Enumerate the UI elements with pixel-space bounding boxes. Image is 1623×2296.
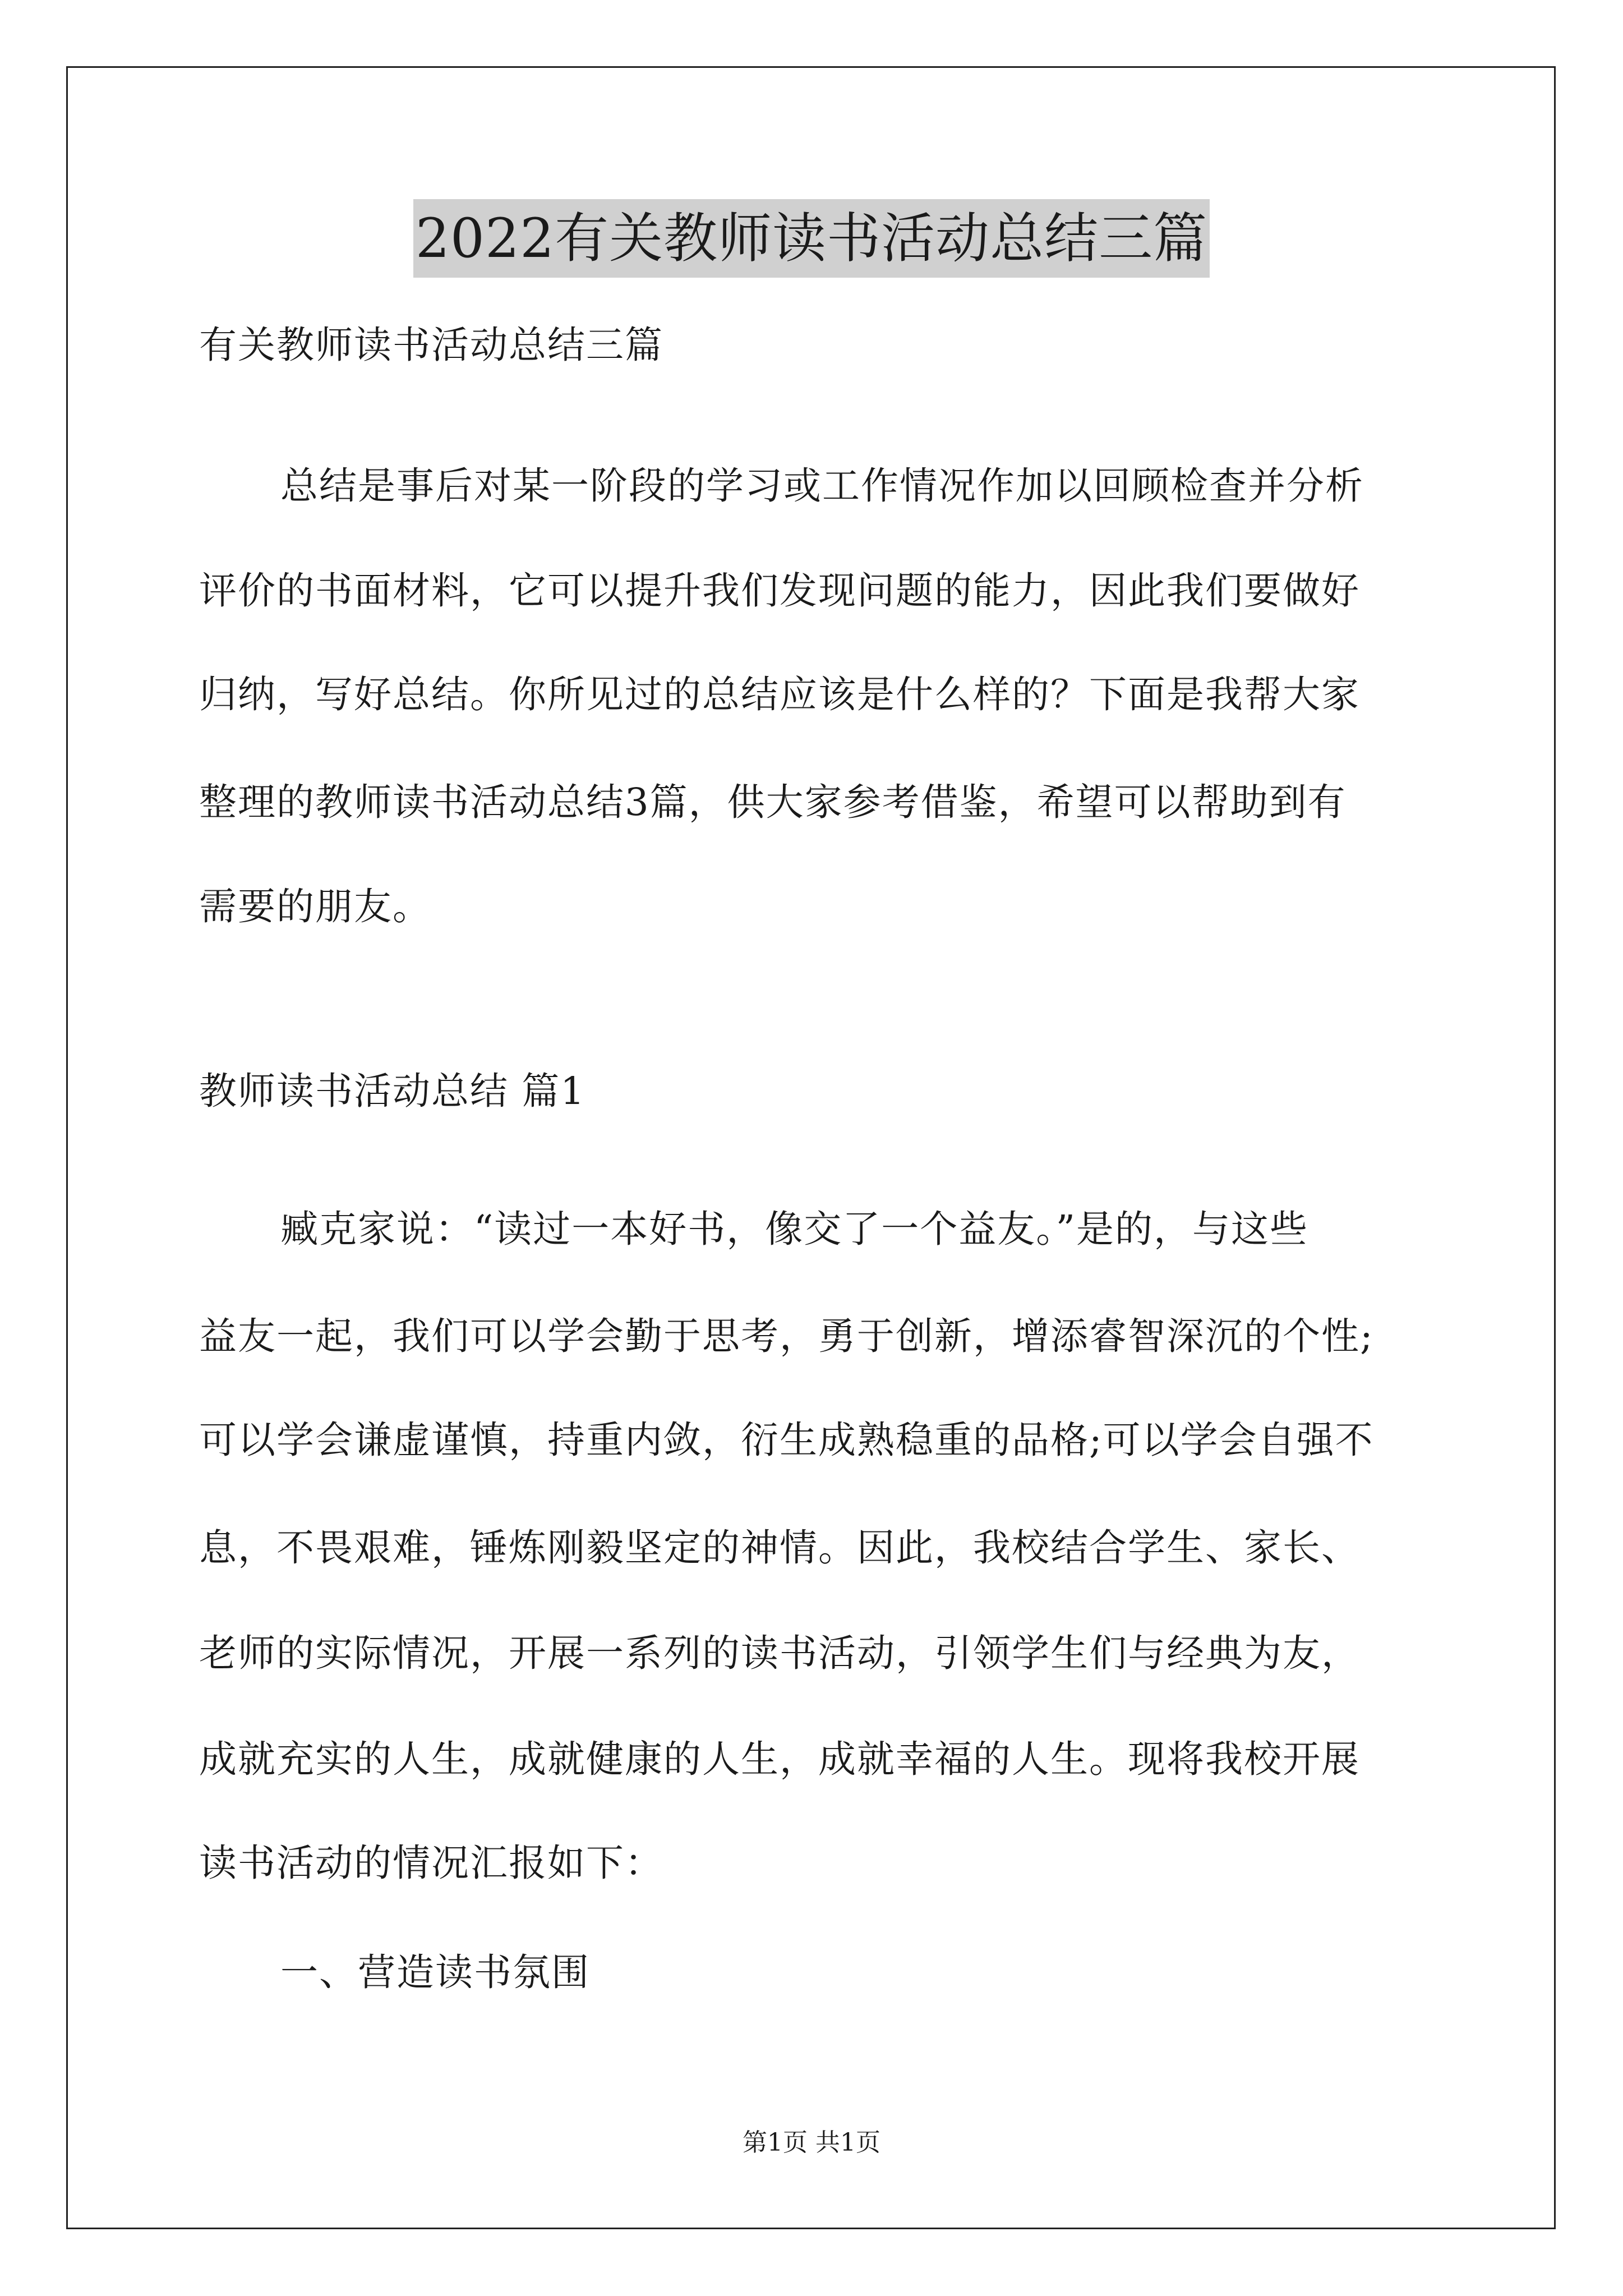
intro-line-4: 整理的教师读书活动总结3篇，供大家参考借鉴，希望可以帮助到有 — [199, 780, 1347, 824]
body-line-4: 息，不畏艰难，锤炼刚毅坚定的神情。因此，我校结合学生、家长、 — [199, 1526, 1360, 1570]
intro-line-3: 归纳，写好总结。你所见过的总结应该是什么样的？下面是我帮大家 — [199, 673, 1360, 716]
document-subtitle: 有关教师读书活动总结三篇 — [199, 323, 663, 367]
document-title: 2022有关教师读书活动总结三篇 — [413, 199, 1210, 278]
body-line-3: 可以学会谦虚谨慎，持重内敛，衍生成熟稳重的品格;可以学会自强不 — [199, 1418, 1374, 1462]
section-heading: 教师读书活动总结 篇1 — [199, 1069, 585, 1113]
body-line-2: 益友一起，我们可以学会勤于思考，勇于创新，增添睿智深沉的个性; — [199, 1314, 1374, 1358]
title-container — [0, 199, 1623, 278]
intro-line-1: 总结是事后对某一阶段的学习或工作情况作加以回顾检查并分析 — [280, 464, 1364, 508]
intro-line-5: 需要的朋友。 — [199, 885, 431, 928]
body-line-7: 读书活动的情况汇报如下： — [199, 1841, 663, 1885]
intro-line-2: 评价的书面材料，它可以提升我们发现问题的能力，因此我们要做好 — [199, 569, 1360, 613]
page-border — [66, 66, 1556, 2229]
body-line-6: 成就充实的人生，成就健康的人生，成就幸福的人生。现将我校开展 — [199, 1737, 1360, 1781]
page-footer: 第1页 共1页 — [743, 2128, 880, 2157]
body-line-1: 臧克家说：“读过一本好书，像交了一个益友。”是的，与这些 — [280, 1207, 1309, 1251]
subheading: 一、营造读书氛围 — [280, 1950, 590, 1994]
body-line-5: 老师的实际情况，开展一系列的读书活动，引领学生们与经典为友， — [199, 1631, 1360, 1675]
